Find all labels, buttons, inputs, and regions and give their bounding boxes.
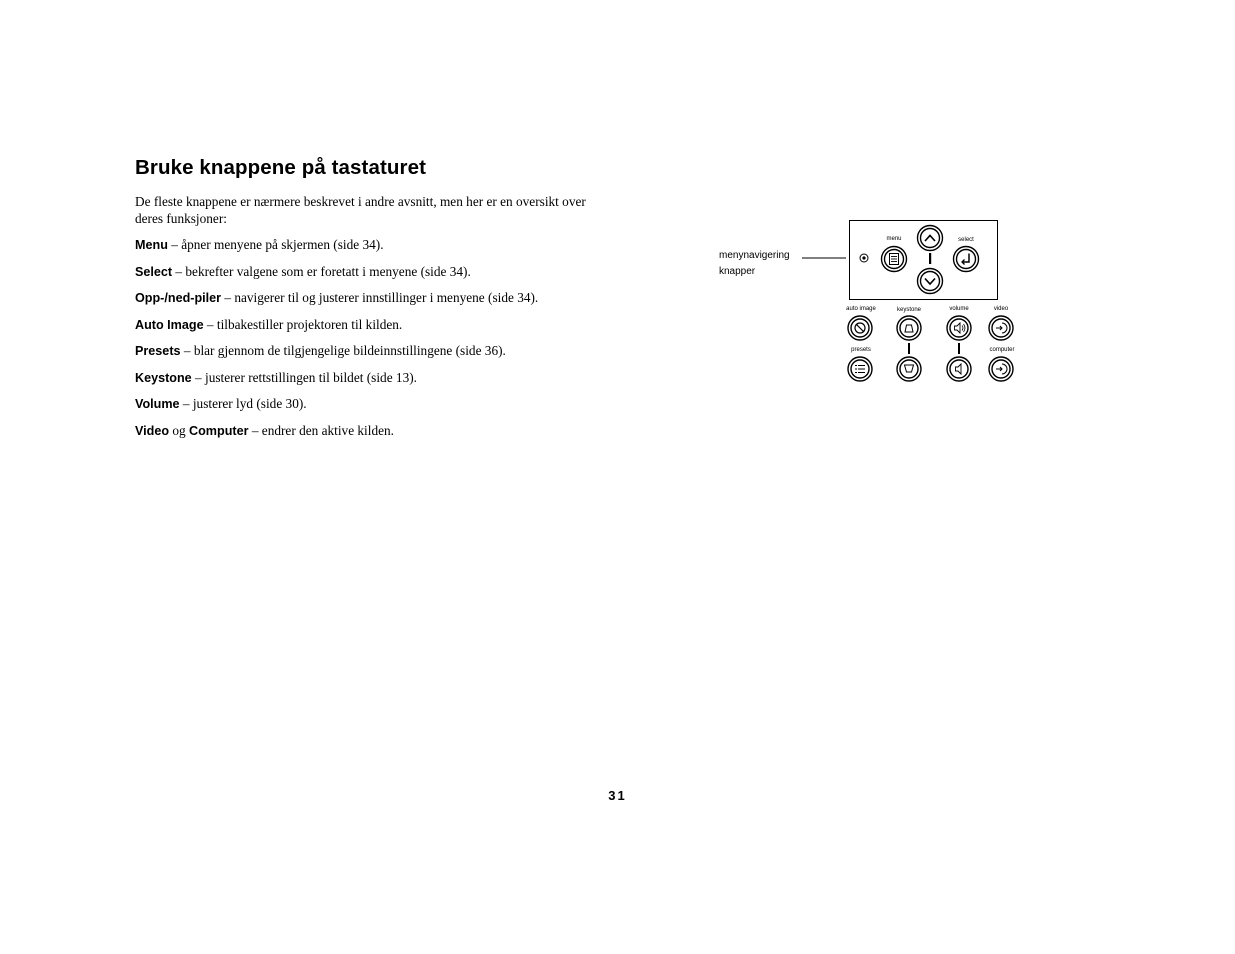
item-term: Keystone — [135, 370, 192, 385]
computer-button — [989, 357, 1013, 381]
item-term: Auto Image — [135, 317, 204, 332]
item-text: – justerer rettstillingen til bildet (side 13). — [191, 369, 417, 385]
item-term: Opp-/ned-piler — [135, 291, 222, 305]
power-led-icon — [860, 254, 868, 262]
item-text: – bekrefter valgene som er foretatt i menyene (side 34). — [172, 263, 471, 279]
page-number: 31 — [608, 788, 627, 803]
keystone-up-button — [897, 316, 921, 340]
callout-label-line1: menynavigering — [719, 250, 790, 261]
presets-button — [848, 357, 872, 381]
presets-label: presets — [851, 347, 871, 353]
item-text: – justerer lyd (side 30). — [179, 396, 307, 411]
video-button — [989, 316, 1013, 340]
page-title: Bruke knappene på tastaturet — [135, 156, 427, 179]
select-label: select — [958, 237, 974, 243]
item-term: Volume — [135, 397, 180, 411]
callout-label-line2: knapper — [719, 266, 756, 277]
menu-label: menu — [886, 236, 902, 242]
auto-image-label: auto image — [846, 306, 876, 312]
divider — [929, 253, 931, 264]
computer-label: computer — [989, 347, 1015, 353]
item-text: – tilbakestiller projektoren til kilden. — [203, 316, 403, 332]
select-button — [954, 247, 979, 272]
item-term: Menu — [135, 238, 168, 252]
item-text: – åpner menyene på skjermen (side 34). — [167, 237, 384, 252]
item-term: Computer — [189, 423, 249, 438]
video-label: video — [993, 306, 1009, 312]
item-term: Presets — [135, 344, 181, 358]
volume-down-button — [947, 357, 971, 381]
auto-image-button — [848, 316, 872, 340]
item-term: Select — [135, 264, 173, 279]
item-text: – endrer den aktive kilden. — [248, 422, 394, 438]
volume-label: volume — [949, 306, 969, 312]
intro-paragraph: De fleste knappene er nærmere beskrevet i andre avsnitt, men her er en oversikt over deres funksjoner: — [135, 194, 586, 226]
keystone-label: keystone — [896, 307, 921, 313]
item-text: – navigerer til og justerer innstillinger i menyene (side 34). — [221, 290, 539, 305]
menu-button — [882, 247, 907, 272]
item-text: – blar gjennom de tilgjengelige bildeinnstillingene (side 36). — [180, 343, 506, 358]
down-arrow-button — [918, 269, 943, 294]
keystone-down-button — [897, 357, 921, 381]
volume-up-button — [947, 316, 971, 340]
up-arrow-button — [918, 226, 943, 251]
item-term: Video — [135, 423, 170, 438]
item-connector: og — [169, 422, 190, 438]
